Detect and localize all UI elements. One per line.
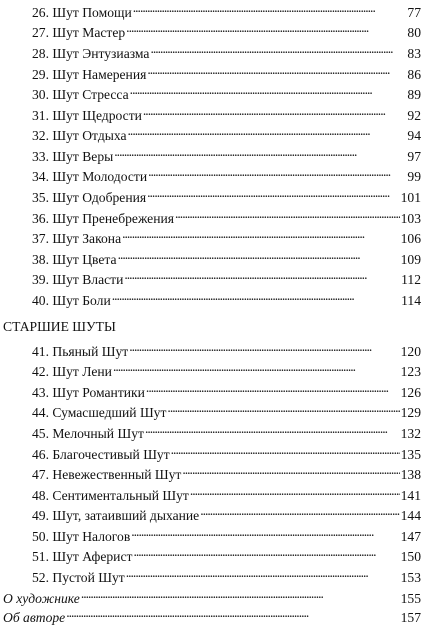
toc-entry-page: 109: [400, 252, 421, 267]
toc-entry-page: 144: [400, 508, 421, 523]
toc-entry[interactable]: [32, 419, 421, 441]
toc-entry[interactable]: [32, 39, 421, 61]
toc-entry[interactable]: [32, 0, 421, 20]
toc-entry-title: 31. Шут Щедрости: [32, 108, 142, 123]
toc-entry-title: 35. Шут Одобрения: [32, 190, 147, 205]
dot-leader: [126, 563, 400, 582]
toc-entry[interactable]: [32, 563, 421, 585]
toc-entry[interactable]: [32, 460, 421, 482]
toc-entry-title: 41. Пьяный Шут: [32, 344, 129, 359]
dot-leader: [81, 584, 400, 603]
dot-leader: [122, 224, 400, 243]
toc-entry-title: 44. Сумасшедший Шут: [32, 405, 167, 420]
toc-entry-title: 43. Шут Романтики: [32, 385, 145, 400]
toc-entry-page: 141: [400, 488, 421, 503]
toc-entry-page: 92: [407, 108, 421, 123]
toc-entry[interactable]: [32, 501, 421, 523]
toc-entry-title: 37. Шут Закона: [32, 231, 122, 246]
toc-entry-page: 106: [400, 231, 421, 246]
dot-leader: [190, 481, 400, 500]
toc-entry[interactable]: [32, 265, 421, 287]
toc-entry[interactable]: [32, 522, 421, 544]
dot-leader: [150, 39, 406, 58]
toc-entry-page: 126: [400, 385, 421, 400]
dot-leader: [118, 245, 400, 264]
toc-entry-page: 157: [400, 610, 421, 625]
dot-leader: [200, 501, 399, 520]
toc-entry[interactable]: [32, 440, 421, 462]
toc-entry-about-author[interactable]: [3, 603, 421, 625]
toc-entry-page: 138: [400, 467, 421, 482]
dot-leader: [146, 378, 400, 397]
toc-entry-page: 94: [407, 128, 421, 143]
toc-entry-title: 51. Шут Аферист: [32, 549, 133, 564]
toc-entry-page: 129: [400, 405, 421, 420]
toc-entry-title: 48. Сентиментальный Шут: [32, 488, 189, 503]
toc-entry-title: 28. Шут Энтузиазма: [32, 46, 150, 61]
dot-leader: [130, 80, 407, 99]
toc-entry-page: 101: [400, 190, 421, 205]
toc-entry[interactable]: [32, 18, 421, 40]
dot-leader: [129, 337, 399, 356]
dot-leader: [133, 542, 399, 561]
toc-entry-page: 132: [400, 426, 421, 441]
dot-leader: [66, 603, 399, 622]
toc-entry-title: 32. Шут Отдыха: [32, 128, 127, 143]
dot-leader: [175, 204, 400, 223]
dot-leader: [131, 522, 399, 541]
toc-entry[interactable]: [32, 142, 421, 164]
toc-entry-title: 47. Невежественный Шут: [32, 467, 182, 482]
dot-leader: [145, 419, 400, 438]
toc-entry-title: 29. Шут Намерения: [32, 67, 147, 82]
dot-leader: [113, 357, 400, 376]
toc-entry[interactable]: [32, 121, 421, 143]
toc-entry-page: 147: [400, 529, 421, 544]
toc-entry-page: 153: [400, 570, 421, 585]
toc-entry-title: 36. Шут Пренебрежения: [32, 211, 174, 226]
toc-entry-title: 39. Шут Власти: [32, 272, 124, 287]
toc-entry[interactable]: [32, 183, 421, 205]
toc-entry[interactable]: [32, 337, 421, 359]
toc-entry-title: 50. Шут Налогов: [32, 529, 131, 544]
toc-entry[interactable]: [32, 378, 421, 400]
toc-entry-about-artist[interactable]: [3, 584, 421, 606]
dot-leader: [124, 265, 400, 284]
toc-entry-page: 77: [407, 5, 421, 20]
toc-entry-title: 45. Мелочный Шут: [32, 426, 144, 441]
toc-entry-title: 27. Шут Мастер: [32, 25, 126, 40]
toc-entry-page: 103: [400, 211, 421, 226]
dot-leader: [171, 440, 400, 459]
toc-entry[interactable]: [32, 224, 421, 246]
toc-entry-title: 52. Пустой Шут: [32, 570, 125, 585]
toc-entry-page: 89: [407, 87, 421, 102]
dot-leader: [182, 460, 399, 479]
toc-entry[interactable]: [32, 357, 421, 379]
section-heading: СТАРШИЕ ШУТЫ: [3, 319, 116, 334]
dot-leader: [143, 101, 407, 120]
toc-entry-page: 83: [407, 46, 421, 61]
toc-entry-page: 97: [407, 149, 421, 164]
toc-entry[interactable]: [32, 398, 421, 420]
toc-entry-page: 86: [407, 67, 421, 82]
toc-entry[interactable]: [32, 204, 421, 226]
toc-entry-title: 30. Шут Стресса: [32, 87, 129, 102]
toc-entry-title: 33. Шут Веры: [32, 149, 114, 164]
dot-leader: [114, 142, 406, 161]
dot-leader: [167, 398, 399, 417]
toc-entry[interactable]: [32, 245, 421, 267]
dot-leader: [147, 60, 406, 79]
toc-entry-title: 26. Шут Помощи: [32, 5, 132, 20]
toc-entry-page: 80: [407, 25, 421, 40]
dot-leader: [112, 286, 400, 305]
toc-entry[interactable]: [32, 481, 421, 503]
dot-leader: [133, 0, 407, 17]
dot-leader: [148, 162, 406, 181]
dot-leader: [147, 183, 399, 202]
toc-entry-title: 34. Шут Молодости: [32, 169, 148, 184]
toc-entry-title: 40. Шут Боли: [32, 293, 111, 308]
toc-entry-title: О художнике: [3, 591, 80, 606]
toc-entry-title: 38. Шут Цвета: [32, 252, 117, 267]
toc-entry[interactable]: [32, 60, 421, 82]
toc-entry-page: 150: [400, 549, 421, 564]
toc-entry-page: 155: [400, 591, 421, 606]
toc-entry-title: 49. Шут, затаивший дыхание: [32, 508, 200, 523]
toc-entry-page: 135: [400, 447, 421, 462]
toc-entry-page: 112: [401, 272, 421, 287]
toc-entry-title: 46. Благочестивый Шут: [32, 447, 170, 462]
dot-leader: [128, 121, 407, 140]
toc-entry-page: 114: [401, 293, 421, 308]
dot-leader: [126, 18, 406, 37]
toc-entry[interactable]: [32, 542, 421, 564]
toc-entry-page: 123: [400, 364, 421, 379]
toc-entry-page: 99: [407, 169, 421, 184]
toc-entry[interactable]: [32, 101, 421, 123]
toc-entry-page: 120: [400, 344, 421, 359]
toc-entry-title: Об авторе: [3, 610, 66, 625]
toc-entry[interactable]: [32, 286, 421, 308]
toc-entry-title: 42. Шут Лени: [32, 364, 112, 379]
toc-entry[interactable]: [32, 80, 421, 102]
toc-entry[interactable]: [32, 162, 421, 184]
